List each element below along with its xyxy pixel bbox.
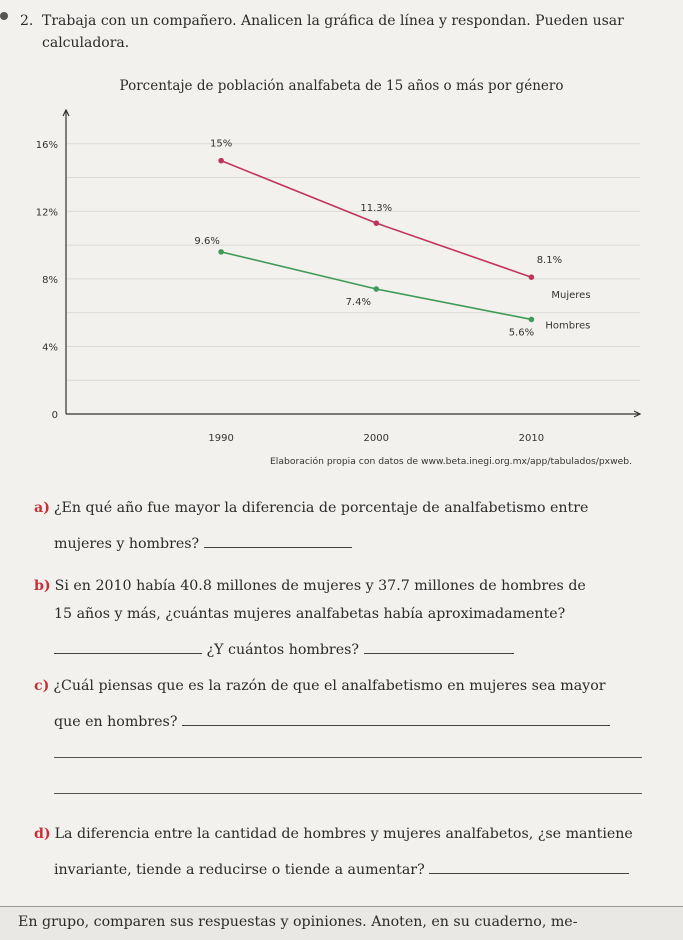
page-edge-bullet (0, 12, 8, 20)
data-label: 7.4% (345, 297, 371, 309)
answer-b-women-blank[interactable] (54, 639, 202, 654)
exercise-instruction-line1: Trabaja con un compañero. Analicen la gráfica de línea y respondan. Pueden usar (42, 13, 624, 29)
data-label: 11.3% (360, 203, 393, 215)
group-discussion-footer (0, 906, 683, 940)
data-point-hombres (373, 286, 379, 292)
series-line-mujeres (221, 161, 531, 278)
exercise-heading (20, 10, 660, 54)
series-name-label: Mujeres (551, 290, 591, 302)
chart-source-credit: Elaboración propia con datos de www.beta.inegi.org.mx/app/tabulados/pxweb. (270, 456, 633, 467)
question-b-label: b) (34, 578, 51, 594)
question-d (34, 820, 654, 884)
exercise-instruction-line2: calculadora. (42, 35, 130, 51)
question-d-label: d) (34, 826, 51, 842)
data-label: 9.6% (194, 235, 220, 247)
question-a (34, 494, 654, 558)
question-a-line2: mujeres y hombres? (54, 536, 200, 552)
question-c-line1: ¿Cuál piensas que es la razón de que el analfabetismo en mujeres sea mayor (53, 678, 606, 694)
question-c-line2: que en hombres? (54, 714, 178, 730)
answer-d-blank[interactable] (429, 859, 629, 874)
question-b-line2: 15 años y más, ¿cuántas mujeres analfabetas había aproximadamente? (54, 606, 566, 622)
exercise-number: 2. (20, 13, 34, 29)
y-tick-label: 12% (35, 207, 58, 219)
data-point-hombres (529, 317, 535, 323)
series-name-label: Hombres (545, 320, 591, 332)
y-tick-label: 16% (35, 139, 58, 151)
answer-c-blank[interactable] (182, 711, 610, 726)
data-point-mujeres (373, 220, 379, 226)
question-a-line1: ¿En qué año fue mayor la diferencia de porcentaje de analfabetismo entre (53, 500, 589, 516)
question-a-label: a) (34, 500, 50, 516)
data-label: 15% (210, 138, 233, 150)
answer-c-line-3[interactable] (54, 793, 642, 794)
question-b-line1: Si en 2010 había 40.8 millones de mujeres y 37.7 millones de hombres de (54, 578, 586, 594)
x-tick-label: 2000 (363, 433, 389, 444)
series-line-hombres (221, 252, 531, 320)
chart-title: Porcentaje de población analfabeta de 15 años o más por género (119, 78, 564, 94)
x-tick-label: 1990 (208, 433, 234, 444)
question-c-label: c) (34, 678, 50, 694)
question-d-line1: La diferencia entre la cantidad de hombres y mujeres analfabetos, ¿se mantiene (54, 826, 633, 842)
answer-b-men-blank[interactable] (364, 639, 514, 654)
question-b-line3: ¿Y cuántos hombres? (206, 642, 359, 658)
question-c (34, 672, 654, 736)
y-tick-label: 8% (42, 274, 58, 286)
question-d-line2: invariante, tiende a reducirse o tiende a aumentar? (54, 862, 425, 878)
data-point-hombres (218, 249, 224, 255)
x-tick-label: 2010 (518, 433, 545, 444)
y-tick-label: 0 (51, 410, 58, 421)
footer-text: En grupo, comparen sus respuestas y opiniones. Anoten, en su cuaderno, me- (18, 914, 578, 930)
data-label: 8.1% (536, 255, 563, 267)
question-b (34, 572, 654, 664)
data-label: 5.6% (508, 327, 535, 339)
answer-a-blank[interactable] (204, 533, 352, 548)
data-point-mujeres (529, 274, 535, 280)
data-point-mujeres (218, 158, 224, 164)
line-chart (0, 100, 683, 450)
y-tick-label: 4% (42, 342, 58, 354)
answer-c-line-2[interactable] (54, 757, 642, 758)
